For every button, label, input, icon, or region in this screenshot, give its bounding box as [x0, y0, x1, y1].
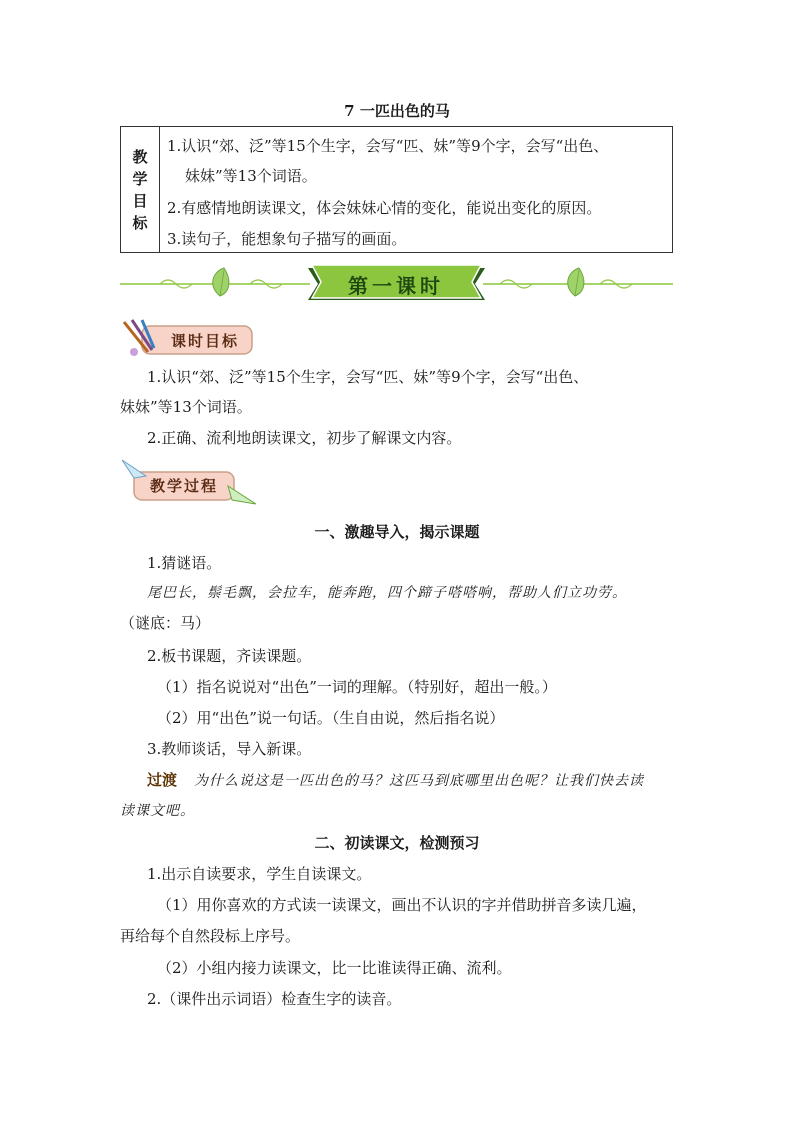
- goals-label-char: 目: [132, 191, 148, 210]
- riddle-answer: （谜底：马）: [120, 614, 211, 632]
- process-item: 1.猜谜语。: [147, 554, 222, 572]
- goals-label-char: 教: [132, 147, 148, 166]
- process-item: 2.板书课题，齐读课题。: [147, 647, 312, 665]
- process-item: 3.教师谈话，导入新课。: [147, 740, 312, 758]
- lesson-banner-text: 第一课时: [348, 274, 444, 298]
- riddle-text: 尾巴长，鬃毛飘，会拉车，能奔跑，四个蹄子嗒嗒响，帮助人们立功劳。: [147, 585, 627, 601]
- lesson-goal-line: 1.认识“郊、泛”等15个生字，会写“匹、妹”等9个字，会写“出色、: [147, 368, 589, 386]
- goals-label-char: 标: [132, 213, 148, 232]
- process-subitem: 再给每个自然段标上序号。: [120, 927, 301, 945]
- goals-label-char: 学: [132, 169, 148, 188]
- goals-line: 妹妹”等13个词语。: [185, 167, 317, 185]
- process-subitem: （1）指名说说对“出色”一词的理解。（特别好，超出一般。）: [157, 678, 557, 696]
- teaching-process-badge: [120, 456, 260, 508]
- goals-line: 1.认识“郊、泛”等15个生字，会写“匹、妹”等9个字，会写“出色、: [167, 137, 609, 155]
- section-heading: 二、初读课文，检测预习: [314, 834, 480, 852]
- lesson-goals-badge-text: 课时目标: [170, 332, 239, 350]
- leaf-icon: [213, 268, 229, 296]
- goals-line: 2.有感情地朗读课文，体会妹妹心情的变化，能说出变化的原因。: [167, 199, 602, 217]
- transition-label: 过渡: [147, 771, 178, 789]
- transition-text: 为什么说这是一匹出色的马？这匹马到底哪里出色呢？让我们快去读: [194, 773, 644, 789]
- lesson-title: 7 一匹出色的马: [344, 102, 450, 120]
- lesson-goal-line: 2.正确、流利地朗读课文，初步了解课文内容。: [147, 429, 462, 447]
- goals-table-label: [121, 127, 160, 252]
- lesson-banner: [120, 262, 673, 306]
- process-subitem: （2）用“出色”说一句话。（生自由说，然后指名说）: [157, 709, 505, 727]
- teaching-process-badge-text: 教学过程: [149, 477, 218, 495]
- teaching-goals-table: [120, 126, 673, 253]
- lesson-goal-line: 妹妹”等13个词语。: [120, 398, 252, 416]
- lesson-goals-badge: [120, 318, 260, 358]
- goals-line: 3.读句子，能想象句子描写的画面。: [167, 230, 407, 248]
- leaf-icon: [568, 268, 584, 296]
- process-subitem: （1）用你喜欢的方式读一读课文，画出不认识的字并借助拼音多读几遍，: [157, 896, 647, 914]
- section-heading: 一、激趣导入，揭示课题: [314, 523, 480, 541]
- process-subitem: （2）小组内接力读课文，比一比谁读得正确、流利。: [157, 959, 512, 977]
- process-item: 1.出示自读要求，学生自读课文。: [147, 865, 372, 883]
- transition-text: 读课文吧。: [120, 803, 195, 819]
- process-item: 2.（课件出示词语）检查生字的读音。: [147, 990, 402, 1008]
